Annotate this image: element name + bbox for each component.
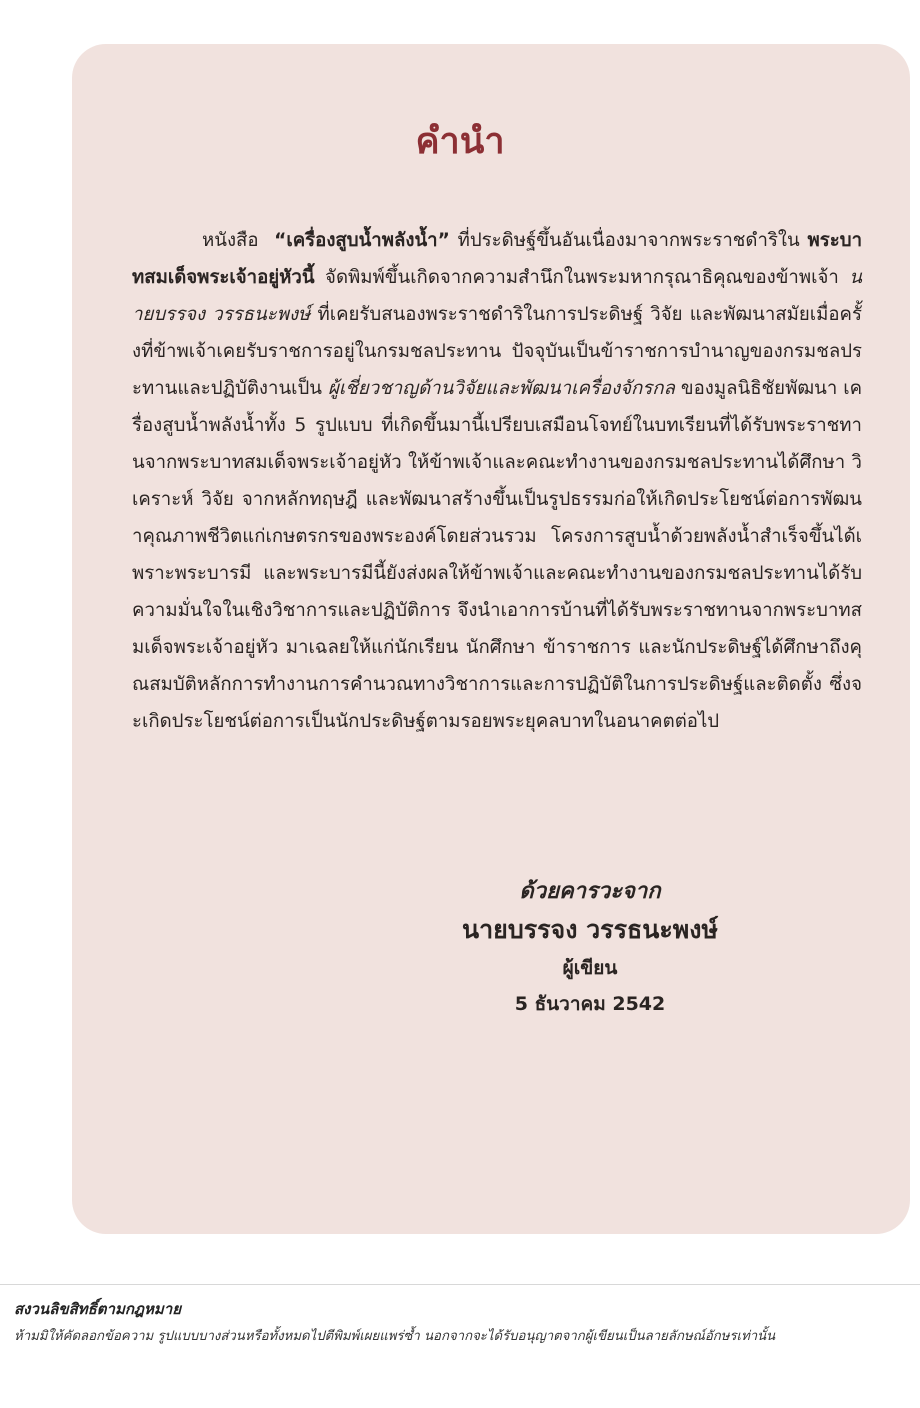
body-part-1: ที่ประดิษฐ์ขึ้นอันเนื่องมาจากพระราชดำริใน: [449, 230, 808, 251]
expert-italic: ผู้เชี่ยวชาญด้านวิจัยและพัฒนาเครื่องจักรกล: [327, 378, 675, 399]
book-title: “เครื่องสูบน้ำพลังน้ำ”: [274, 230, 450, 251]
page-title: คำนำ: [415, 121, 505, 162]
body-lead: หนังสือ: [202, 230, 259, 251]
signature-date: 5 ธันวาคม 2542: [514, 993, 666, 1015]
signature-closing: ด้วยคารวะจาก: [519, 879, 661, 904]
signature-block: [430, 874, 750, 1022]
body-part-2: จัดพิมพ์ขึ้นเกิดจากความสำนึกในพระมหากรุณาธิคุณของข้าพเจ้า: [314, 267, 850, 288]
copyright-heading: สงวนลิขสิทธิ์ตามกฎหมาย: [14, 1300, 181, 1318]
signature-role: ผู้เขียน: [562, 957, 618, 979]
body-part-3: ที่เคยรับสนองพระราชดำริในการประดิษฐ์ วิจัย และพัฒนาสมัยเมื่อครั้งที่ข้าพเจ้าเคยรับราชการอยู่ในกรมชลประทาน ปัจจุบันเป็นข้าราชการบำนาญของกรมชลประทานและปฏิบัติงานเป็น: [132, 304, 862, 399]
signature-name: นายบรรจง วรรธนะพงษ์: [462, 915, 718, 944]
king-reference: พระบาทสมเด็จพระเจ้าอยู่หัวนี้: [132, 230, 863, 288]
footer-divider: [0, 1284, 920, 1285]
body-part-4: ของมูลนิธิชัยพัฒนา เครื่องสูบน้ำพลังน้ำทั้ง 5 รูปแบบ ที่เกิดขึ้นมานี้เปรียบเสมือนโจทย์ในบทเรียนที่ได้รับพระราชทานจากพระบาทสมเด็จพระเจ้าอยู่หัว ให้ข้าพเจ้าและคณะทำงานของกรมชลประทานได้ศึกษา วิเคราะห์ วิจัย จากหลักทฤษฎี และพัฒนาสร้างขึ้นเป็นรูปธรรมก่อให้เกิดประโยชน์ต่อการพัฒนาคุณภาพชีวิตแก่เกษตรกรของพระองค์โดยส่วนรวม โครงการสูบน้ำด้วยพลังน้ำสำเร็จขึ้นได้เพราะพระบารมี และพระบารมีนี้ยังส่งผลให้ข้าพเจ้าและคณะทำงานของกรมชลประทานได้รับความมั่นใจในเชิงวิชาการและปฏิบัติการ จึงนำเอาการบ้านที่ได้รับพระราชทานจากพระบาทสมเด็จพระเจ้าอยู่หัว มาเฉลยให้แก่นักเรียน นักศึกษา ข้าราชการ และนักประดิษฐ์ได้ศึกษาถึงคุณสมบัติหลักการทำงานการคำนวณทางวิชาการและการปฏิบัติในการประดิษฐ์และติดตั้ง ซึ่งจะเกิดประโยชน์ต่อการเป็นนักประดิษฐ์ตามรอยพระยุคลบาทในอนาคตต่อไป: [132, 378, 863, 732]
copyright-note: ห้ามมิให้คัดลอกข้อความ รูปแบบบางส่วนหรือทั้งหมดไปตีพิมพ์เผยแพร่ซ้ำ นอกจากจะได้รับอนุญาตจากผู้เขียนเป็นลายลักษณ์อักษรเท่านั้น: [14, 1329, 776, 1344]
author-italic: นายบรรจง วรรธนะพงษ์: [132, 267, 862, 325]
preface-body: [132, 222, 862, 740]
